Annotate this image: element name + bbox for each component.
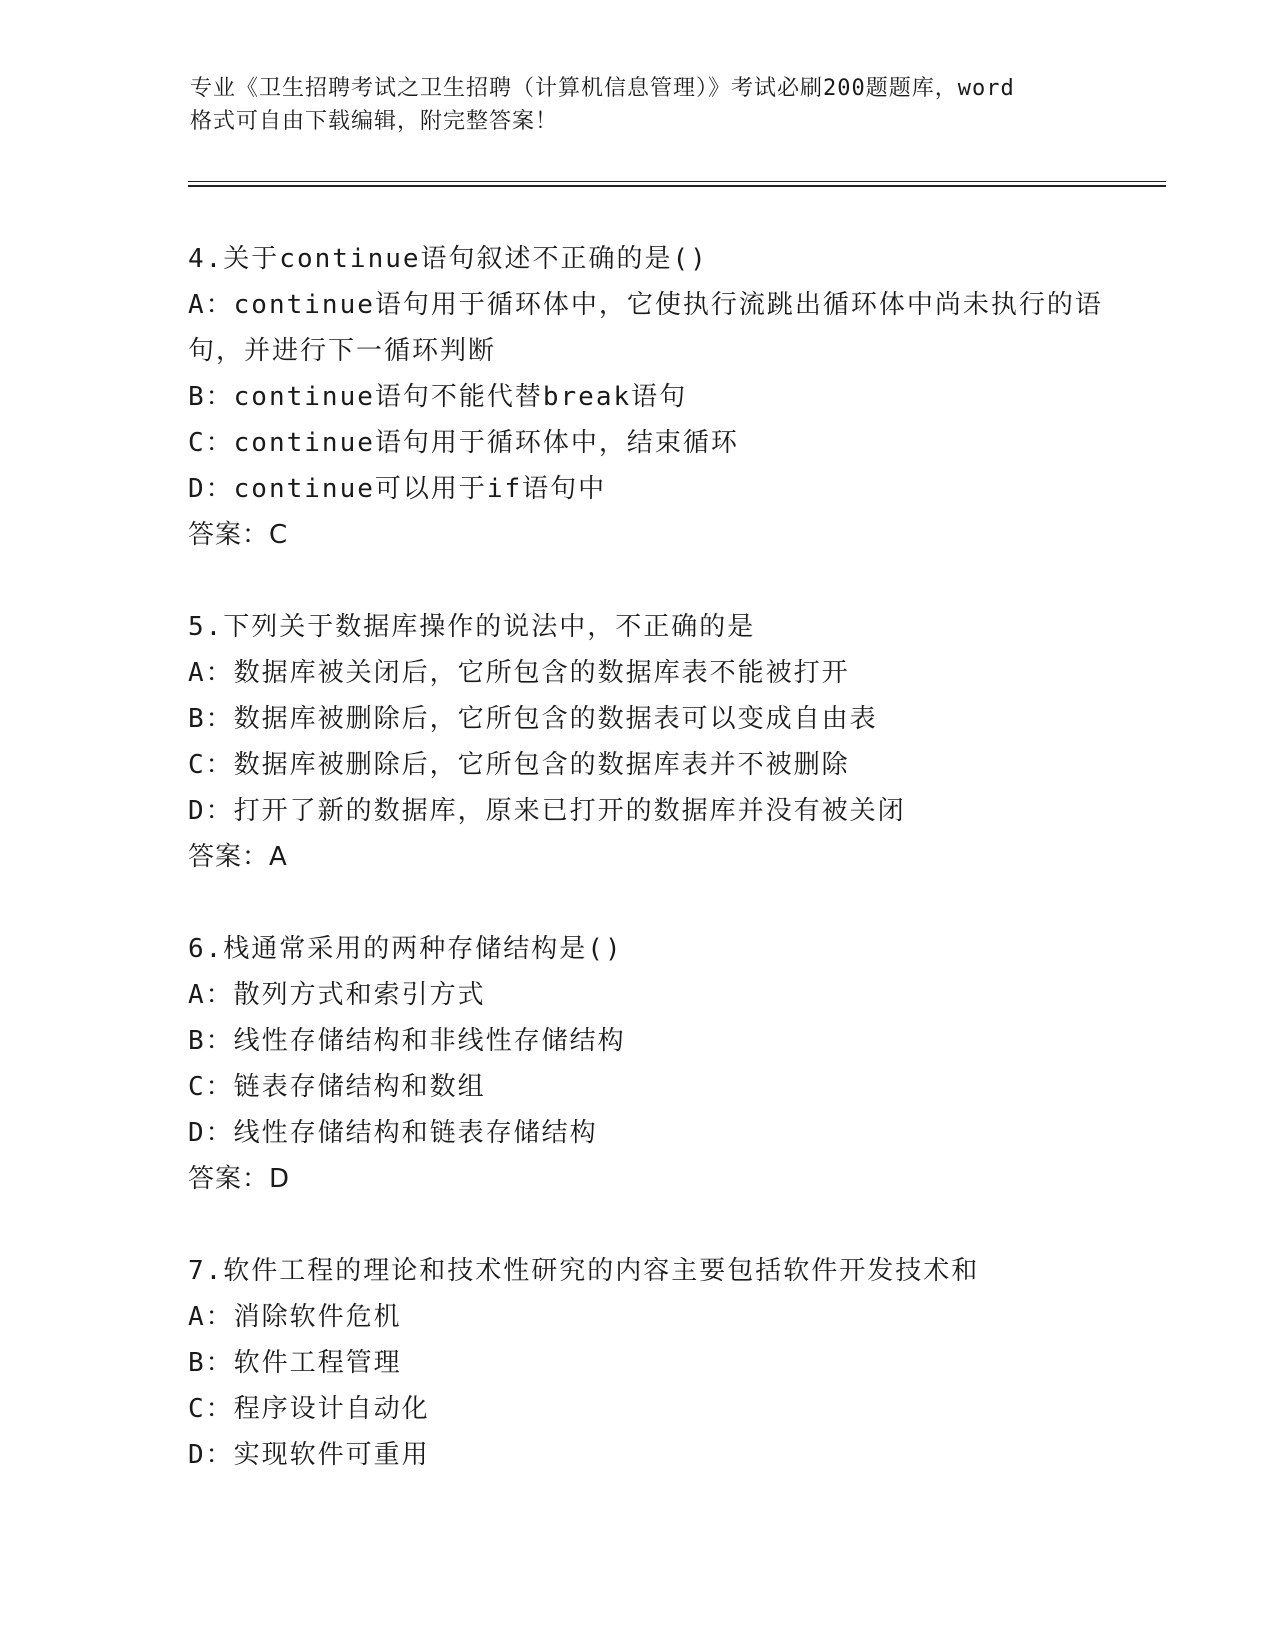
option-d: D：线性存储结构和链表存储结构 [188, 1118, 598, 1148]
header-title-line-2: 格式可自由下载编辑，附完整答案！ [190, 109, 559, 134]
option-b: B：线性存储结构和非线性存储结构 [188, 1026, 626, 1056]
question-stem: 7.软件工程的理论和技术性研究的内容主要包括软件开发技术和 [188, 1256, 980, 1286]
option-c: C：链表存储结构和数组 [188, 1072, 486, 1102]
question-stem: 6.栈通常采用的两种存储结构是() [188, 934, 623, 964]
option-c: C：数据库被删除后，它所包含的数据库表并不被删除 [188, 750, 850, 780]
option-b: B：continue语句不能代替break语句 [188, 382, 688, 412]
option-a: A：continue语句用于循环体中，它使执行流跳出循环体中尚未执行的语句，并进行下一循环判断 [188, 290, 1103, 366]
answer-line: 答案：D [188, 1164, 291, 1194]
answer-line: 答案：C [188, 520, 289, 550]
option-a: A：数据库被关闭后，它所包含的数据库表不能被打开 [188, 658, 850, 688]
answer-line: 答案：A [188, 842, 288, 872]
question-stem: 4.关于continue语句叙述不正确的是() [188, 244, 708, 274]
option-c: C：程序设计自动化 [188, 1394, 430, 1424]
option-d: D：continue可以用于if语句中 [188, 474, 607, 504]
document-header [190, 72, 1090, 138]
question-5 [188, 604, 1108, 880]
option-b: B：软件工程管理 [188, 1348, 402, 1378]
option-d: D：打开了新的数据库，原来已打开的数据库并没有被关闭 [188, 796, 906, 826]
option-c: C：continue语句用于循环体中，结束循环 [188, 428, 739, 458]
option-a: A：散列方式和索引方式 [188, 980, 486, 1010]
option-b: B：数据库被删除后，它所包含的数据表可以变成自由表 [188, 704, 878, 734]
question-4 [188, 236, 1108, 558]
header-divider-thin [188, 181, 1166, 182]
question-stem: 5.下列关于数据库操作的说法中，不正确的是 [188, 612, 756, 642]
question-7 [188, 1248, 1108, 1478]
option-d: D：实现软件可重用 [188, 1440, 430, 1470]
header-title-line-1: 专业《卫生招聘考试之卫生招聘（计算机信息管理）》考试必刷200题题库，word [190, 76, 1015, 101]
question-6 [188, 926, 1108, 1202]
option-a: A：消除软件危机 [188, 1302, 402, 1332]
header-divider-thick [188, 185, 1166, 187]
